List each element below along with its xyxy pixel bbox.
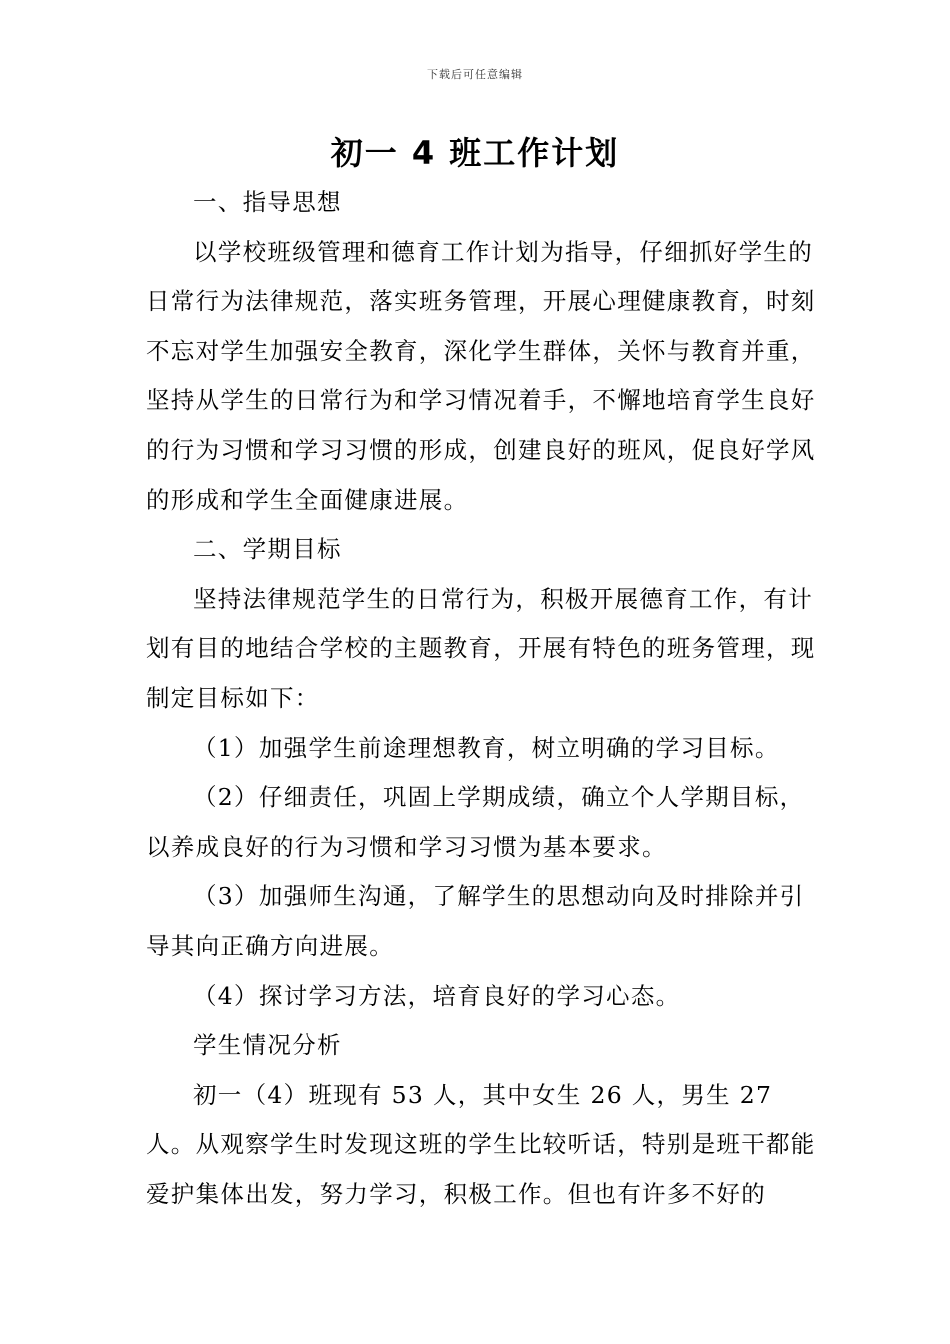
goal-item-3: （3）加强师生沟通，了解学生的思想动向及时排除并引导其向正确方向进展。 bbox=[146, 882, 805, 960]
page-title: 初一 4 班工作计划 bbox=[330, 134, 620, 172]
section-heading-guiding-thought: 一、指导思想 bbox=[193, 188, 342, 216]
section-heading-student-analysis: 学生情况分析 bbox=[193, 1031, 342, 1060]
goal-item-4: （4）探讨学习方法，培育良好的学习心态。 bbox=[193, 981, 681, 1010]
paragraph-guiding-thought: 以学校班级管理和德育工作计划为指导，仔细抓好学生的日常行为法律规范，落实班务管理，开展心理健康教育，时刻不忘对学生加强安全教育，深化学生群体，关怀与教育并重，坚持从学生的日常行为和学习情况着手，不懈地培育学生良好的行为习惯和学习习惯的形成，创建良好的班风，促良好学风的形成和学生全面健康进展。 bbox=[146, 237, 816, 514]
section-heading-semester-goals: 二、学期目标 bbox=[193, 535, 342, 564]
goal-item-2: （2）仔细责任，巩固上学期成绩，确立个人学期目标，以养成良好的行为习惯和学习习惯为基本要求。 bbox=[146, 783, 805, 861]
paragraph-semester-goals: 坚持法律规范学生的日常行为，积极开展德育工作，有计划有目的地结合学校的主题教育，开展有特色的班务管理，现制定目标如下： bbox=[146, 584, 816, 712]
document-body bbox=[146, 178, 826, 1219]
header-note: 下载后可任意编辑 bbox=[427, 68, 523, 81]
goal-item-1: （1）加强学生前途理想教育，树立明确的学习目标。 bbox=[193, 733, 780, 762]
paragraph-student-analysis: 初一（4）班现有 53 人，其中女生 26 人，男生 27 人。从观察学生时发现这班的学生比较听话，特别是班干都能爱护集体出发，努力学习，积极工作。但也有许多不好的 bbox=[146, 1080, 816, 1208]
